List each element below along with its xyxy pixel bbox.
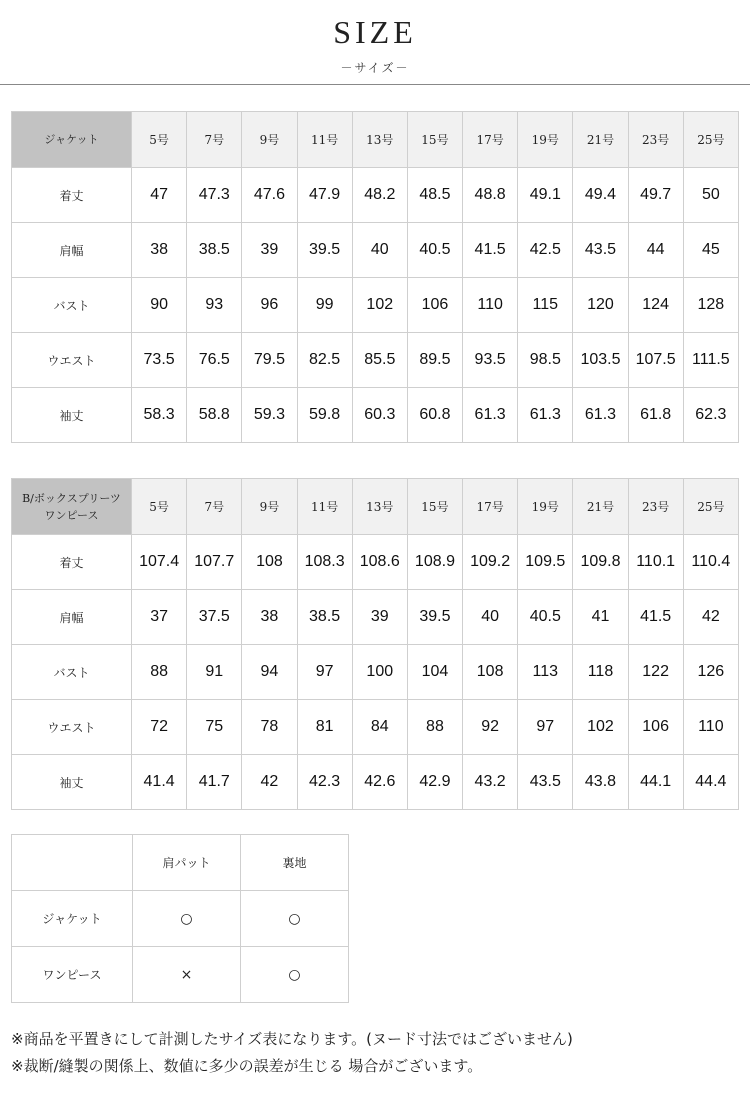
measurement-cell: 126	[683, 645, 738, 700]
table-row	[12, 700, 739, 755]
measurement-cell: 75	[187, 700, 242, 755]
table-corner-label	[12, 479, 132, 535]
jacket-size-table	[11, 111, 739, 443]
measurement-cell: 88	[407, 700, 462, 755]
table-row	[12, 388, 739, 443]
measurement-cell: 59.8	[297, 388, 352, 443]
size-header-cell: 5号	[132, 479, 187, 535]
table-row	[12, 223, 739, 278]
options-header-lining: 裏地	[241, 835, 349, 891]
size-header-row	[12, 479, 739, 535]
corner-label-line: B/ボックスプリーツ	[22, 491, 121, 505]
measurement-cell: 108	[242, 535, 297, 590]
header-divider	[0, 84, 750, 85]
measurement-cell: 92	[463, 700, 518, 755]
measurement-cell: 103.5	[573, 333, 628, 388]
size-header-cell: 11号	[297, 112, 352, 168]
measurement-cell: 42.6	[352, 755, 407, 810]
measurement-cell: 49.1	[518, 168, 573, 223]
measurement-cell: 40	[463, 590, 518, 645]
measurement-cell: 107.5	[628, 333, 683, 388]
measurement-cell: 42	[683, 590, 738, 645]
measurement-cell: 78	[242, 700, 297, 755]
size-header-cell: 23号	[628, 479, 683, 535]
options-row-onepiece	[12, 947, 349, 1003]
onepiece-size-table	[11, 478, 739, 810]
measurement-cell: 73.5	[132, 333, 187, 388]
options-table	[11, 834, 349, 1003]
row-label: バスト	[12, 278, 132, 333]
measurement-cell: 37	[132, 590, 187, 645]
measurement-cell: 128	[683, 278, 738, 333]
measurement-cell: 120	[573, 278, 628, 333]
measurement-cell: 49.4	[573, 168, 628, 223]
measurement-cell: 90	[132, 278, 187, 333]
measurement-cell: 109.8	[573, 535, 628, 590]
measurement-cell: 42.5	[518, 223, 573, 278]
measurement-cell: 110.1	[628, 535, 683, 590]
measurement-cell: 62.3	[683, 388, 738, 443]
measurement-cell: 85.5	[352, 333, 407, 388]
table-row	[12, 278, 739, 333]
size-header-row	[12, 112, 739, 168]
size-header-cell: 9号	[242, 112, 297, 168]
measurement-cell: 39	[352, 590, 407, 645]
row-label: 肩幅	[12, 590, 132, 645]
measurement-cell: 88	[132, 645, 187, 700]
measurement-cell: 109.5	[518, 535, 573, 590]
measurement-cell: 41.7	[187, 755, 242, 810]
measurement-cell: 40.5	[518, 590, 573, 645]
measurement-cell: 109.2	[463, 535, 518, 590]
measurement-cell: 118	[573, 645, 628, 700]
size-header-cell: 7号	[187, 112, 242, 168]
measurement-cell: 60.3	[352, 388, 407, 443]
size-header-cell: 19号	[518, 112, 573, 168]
measurement-cell: 47.6	[242, 168, 297, 223]
measurement-cell: 104	[407, 645, 462, 700]
options-header-row	[12, 835, 349, 891]
table-row	[12, 168, 739, 223]
size-header-cell: 21号	[573, 112, 628, 168]
measurement-cell: 47.3	[187, 168, 242, 223]
options-row-jacket	[12, 891, 349, 947]
measurement-cell: 58.3	[132, 388, 187, 443]
size-header-cell: 17号	[463, 479, 518, 535]
measurement-cell: 108	[463, 645, 518, 700]
measurement-cell: 40	[352, 223, 407, 278]
table-row	[12, 755, 739, 810]
measurement-cell: 61.3	[463, 388, 518, 443]
lining-mark: ○	[241, 947, 349, 1003]
measurement-cell: 111.5	[683, 333, 738, 388]
measurement-cell: 107.4	[132, 535, 187, 590]
measurement-cell: 43.5	[573, 223, 628, 278]
measurement-cell: 42	[242, 755, 297, 810]
measurement-cell: 49.7	[628, 168, 683, 223]
row-label: 袖丈	[12, 755, 132, 810]
measurement-cell: 100	[352, 645, 407, 700]
measurement-cell: 93	[187, 278, 242, 333]
row-label: 肩幅	[12, 223, 132, 278]
measurement-cell: 39.5	[407, 590, 462, 645]
measurement-cell: 72	[132, 700, 187, 755]
measurement-cell: 48.5	[407, 168, 462, 223]
measurement-cell: 61.8	[628, 388, 683, 443]
measurement-cell: 43.5	[518, 755, 573, 810]
row-label: 着丈	[12, 168, 132, 223]
measurement-cell: 115	[518, 278, 573, 333]
size-header-cell: 15号	[407, 479, 462, 535]
measurement-cell: 113	[518, 645, 573, 700]
lining-mark: ○	[241, 891, 349, 947]
measurement-cell: 97	[297, 645, 352, 700]
measurement-cell: 37.5	[187, 590, 242, 645]
measurement-cell: 41.5	[628, 590, 683, 645]
measurement-cell: 50	[683, 168, 738, 223]
measurement-cell: 44	[628, 223, 683, 278]
shoulder-pad-mark: ○	[133, 891, 241, 947]
size-header-cell: 11号	[297, 479, 352, 535]
size-header-cell: 15号	[407, 112, 462, 168]
measurement-cell: 106	[407, 278, 462, 333]
measurement-cell: 107.7	[187, 535, 242, 590]
measurement-cell: 82.5	[297, 333, 352, 388]
size-header-cell: 25号	[683, 112, 738, 168]
measurement-cell: 42.3	[297, 755, 352, 810]
measurement-cell: 60.8	[407, 388, 462, 443]
options-row-label: ワンピース	[12, 947, 133, 1003]
measurement-cell: 41.5	[463, 223, 518, 278]
measurement-cell: 38.5	[297, 590, 352, 645]
measurement-cell: 89.5	[407, 333, 462, 388]
table-row	[12, 590, 739, 645]
row-label: ウエスト	[12, 700, 132, 755]
size-header-cell: 13号	[352, 479, 407, 535]
measurement-cell: 47.9	[297, 168, 352, 223]
measurement-cell: 102	[352, 278, 407, 333]
size-header-cell: 17号	[463, 112, 518, 168]
measurement-cell: 44.1	[628, 755, 683, 810]
measurement-cell: 38.5	[187, 223, 242, 278]
measurement-cell: 97	[518, 700, 573, 755]
measurement-cell: 108.9	[407, 535, 462, 590]
row-label: 袖丈	[12, 388, 132, 443]
size-header-cell: 5号	[132, 112, 187, 168]
measurement-cell: 44.4	[683, 755, 738, 810]
measurement-cell: 76.5	[187, 333, 242, 388]
measurement-cell: 106	[628, 700, 683, 755]
measurement-cell: 124	[628, 278, 683, 333]
row-label: ウエスト	[12, 333, 132, 388]
note-line: ※裁断/縫製の関係上、数値に多少の誤差が生じる 場合がございます。	[11, 1057, 483, 1075]
page-title: SIZE	[333, 14, 417, 50]
note-line: ※商品を平置きにして計測したサイズ表になります。(ヌード寸法ではございません)	[11, 1030, 573, 1048]
size-header-cell: 23号	[628, 112, 683, 168]
measurement-cell: 79.5	[242, 333, 297, 388]
measurement-cell: 41.4	[132, 755, 187, 810]
measurement-cell: 99	[297, 278, 352, 333]
measurement-cell: 98.5	[518, 333, 573, 388]
measurement-cell: 39	[242, 223, 297, 278]
size-header-cell: 19号	[518, 479, 573, 535]
measurement-cell: 110	[463, 278, 518, 333]
measurement-cell: 47	[132, 168, 187, 223]
measurement-cell: 38	[242, 590, 297, 645]
measurement-cell: 61.3	[573, 388, 628, 443]
table-row	[12, 645, 739, 700]
measurement-cell: 110	[683, 700, 738, 755]
measurement-cell: 48.8	[463, 168, 518, 223]
size-header-cell: 9号	[242, 479, 297, 535]
size-header-cell: 7号	[187, 479, 242, 535]
measurement-cell: 108.3	[297, 535, 352, 590]
measurement-cell: 84	[352, 700, 407, 755]
measurement-cell: 39.5	[297, 223, 352, 278]
measurement-cell: 94	[242, 645, 297, 700]
measurement-cell: 42.9	[407, 755, 462, 810]
measurement-cell: 81	[297, 700, 352, 755]
measurement-cell: 38	[132, 223, 187, 278]
measurement-cell: 48.2	[352, 168, 407, 223]
measurement-cell: 102	[573, 700, 628, 755]
measurement-cell: 40.5	[407, 223, 462, 278]
measurement-cell: 93.5	[463, 333, 518, 388]
corner-label-line: ワンピース	[44, 508, 99, 522]
notes	[11, 1026, 741, 1080]
table-row	[12, 535, 739, 590]
row-label: 着丈	[12, 535, 132, 590]
measurement-cell: 58.8	[187, 388, 242, 443]
row-label: バスト	[12, 645, 132, 700]
size-header-cell: 13号	[352, 112, 407, 168]
measurement-cell: 61.3	[518, 388, 573, 443]
shoulder-pad-mark: ×	[133, 947, 241, 1003]
measurement-cell: 45	[683, 223, 738, 278]
measurement-cell: 59.3	[242, 388, 297, 443]
size-header-cell: 25号	[683, 479, 738, 535]
measurement-cell: 43.2	[463, 755, 518, 810]
measurement-cell: 43.8	[573, 755, 628, 810]
options-row-label: ジャケット	[12, 891, 133, 947]
table-corner-label: ジャケット	[12, 112, 132, 168]
page-subtitle: －サイズ－	[340, 61, 410, 75]
options-header-shoulder-pad: 肩パット	[133, 835, 241, 891]
measurement-cell: 108.6	[352, 535, 407, 590]
options-header-empty	[12, 835, 133, 891]
measurement-cell: 110.4	[683, 535, 738, 590]
measurement-cell: 122	[628, 645, 683, 700]
size-header-cell: 21号	[573, 479, 628, 535]
measurement-cell: 41	[573, 590, 628, 645]
measurement-cell: 96	[242, 278, 297, 333]
table-row	[12, 333, 739, 388]
measurement-cell: 91	[187, 645, 242, 700]
